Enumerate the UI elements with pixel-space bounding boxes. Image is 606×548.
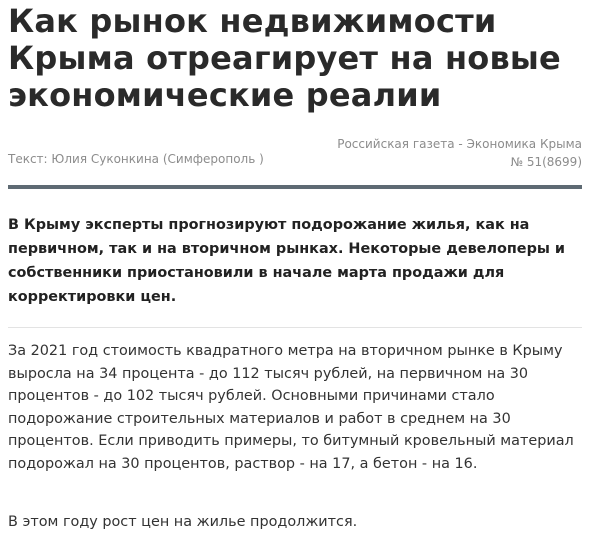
article-author: Текст: Юлия Суконкина (Симферополь )	[8, 152, 264, 166]
article-paragraph: В этом году рост цен на жилье продолжится.	[8, 514, 358, 530]
source-publication[interactable]: Российская газета - Экономика Крыма	[337, 137, 582, 151]
article	[8, 0, 582, 548]
article-source	[337, 135, 582, 171]
article-lead: В Крыму эксперты прогнозируют подорожание жилья, как на первичном, так и на вторичном рынках. Некоторые девелоперы и собственники приостановили в начале марта продажи для корректировки цен.	[8, 217, 565, 305]
lead-divider	[8, 327, 582, 328]
header-divider	[8, 185, 582, 189]
source-issue: № 51(8699)	[510, 155, 582, 169]
article-title: Как рынок недвижимости Крыма отреагирует на новые экономические реалии	[8, 2, 561, 114]
article-paragraph: За 2021 год стоимость квадратного метра на вторичном рынке в Крыму выросла на 34 процента - до 112 тысяч рублей, на первичном на 30 процентов - до 102 тысяч рублей. Основными причинами стало подорожание строительных материалов и работ в среднем на 30 процентов. Если приводить примеры, то битумный кровельный материал подорожал на 30 процентов, раствор - на 17, а бетон - на 16.	[8, 343, 574, 472]
